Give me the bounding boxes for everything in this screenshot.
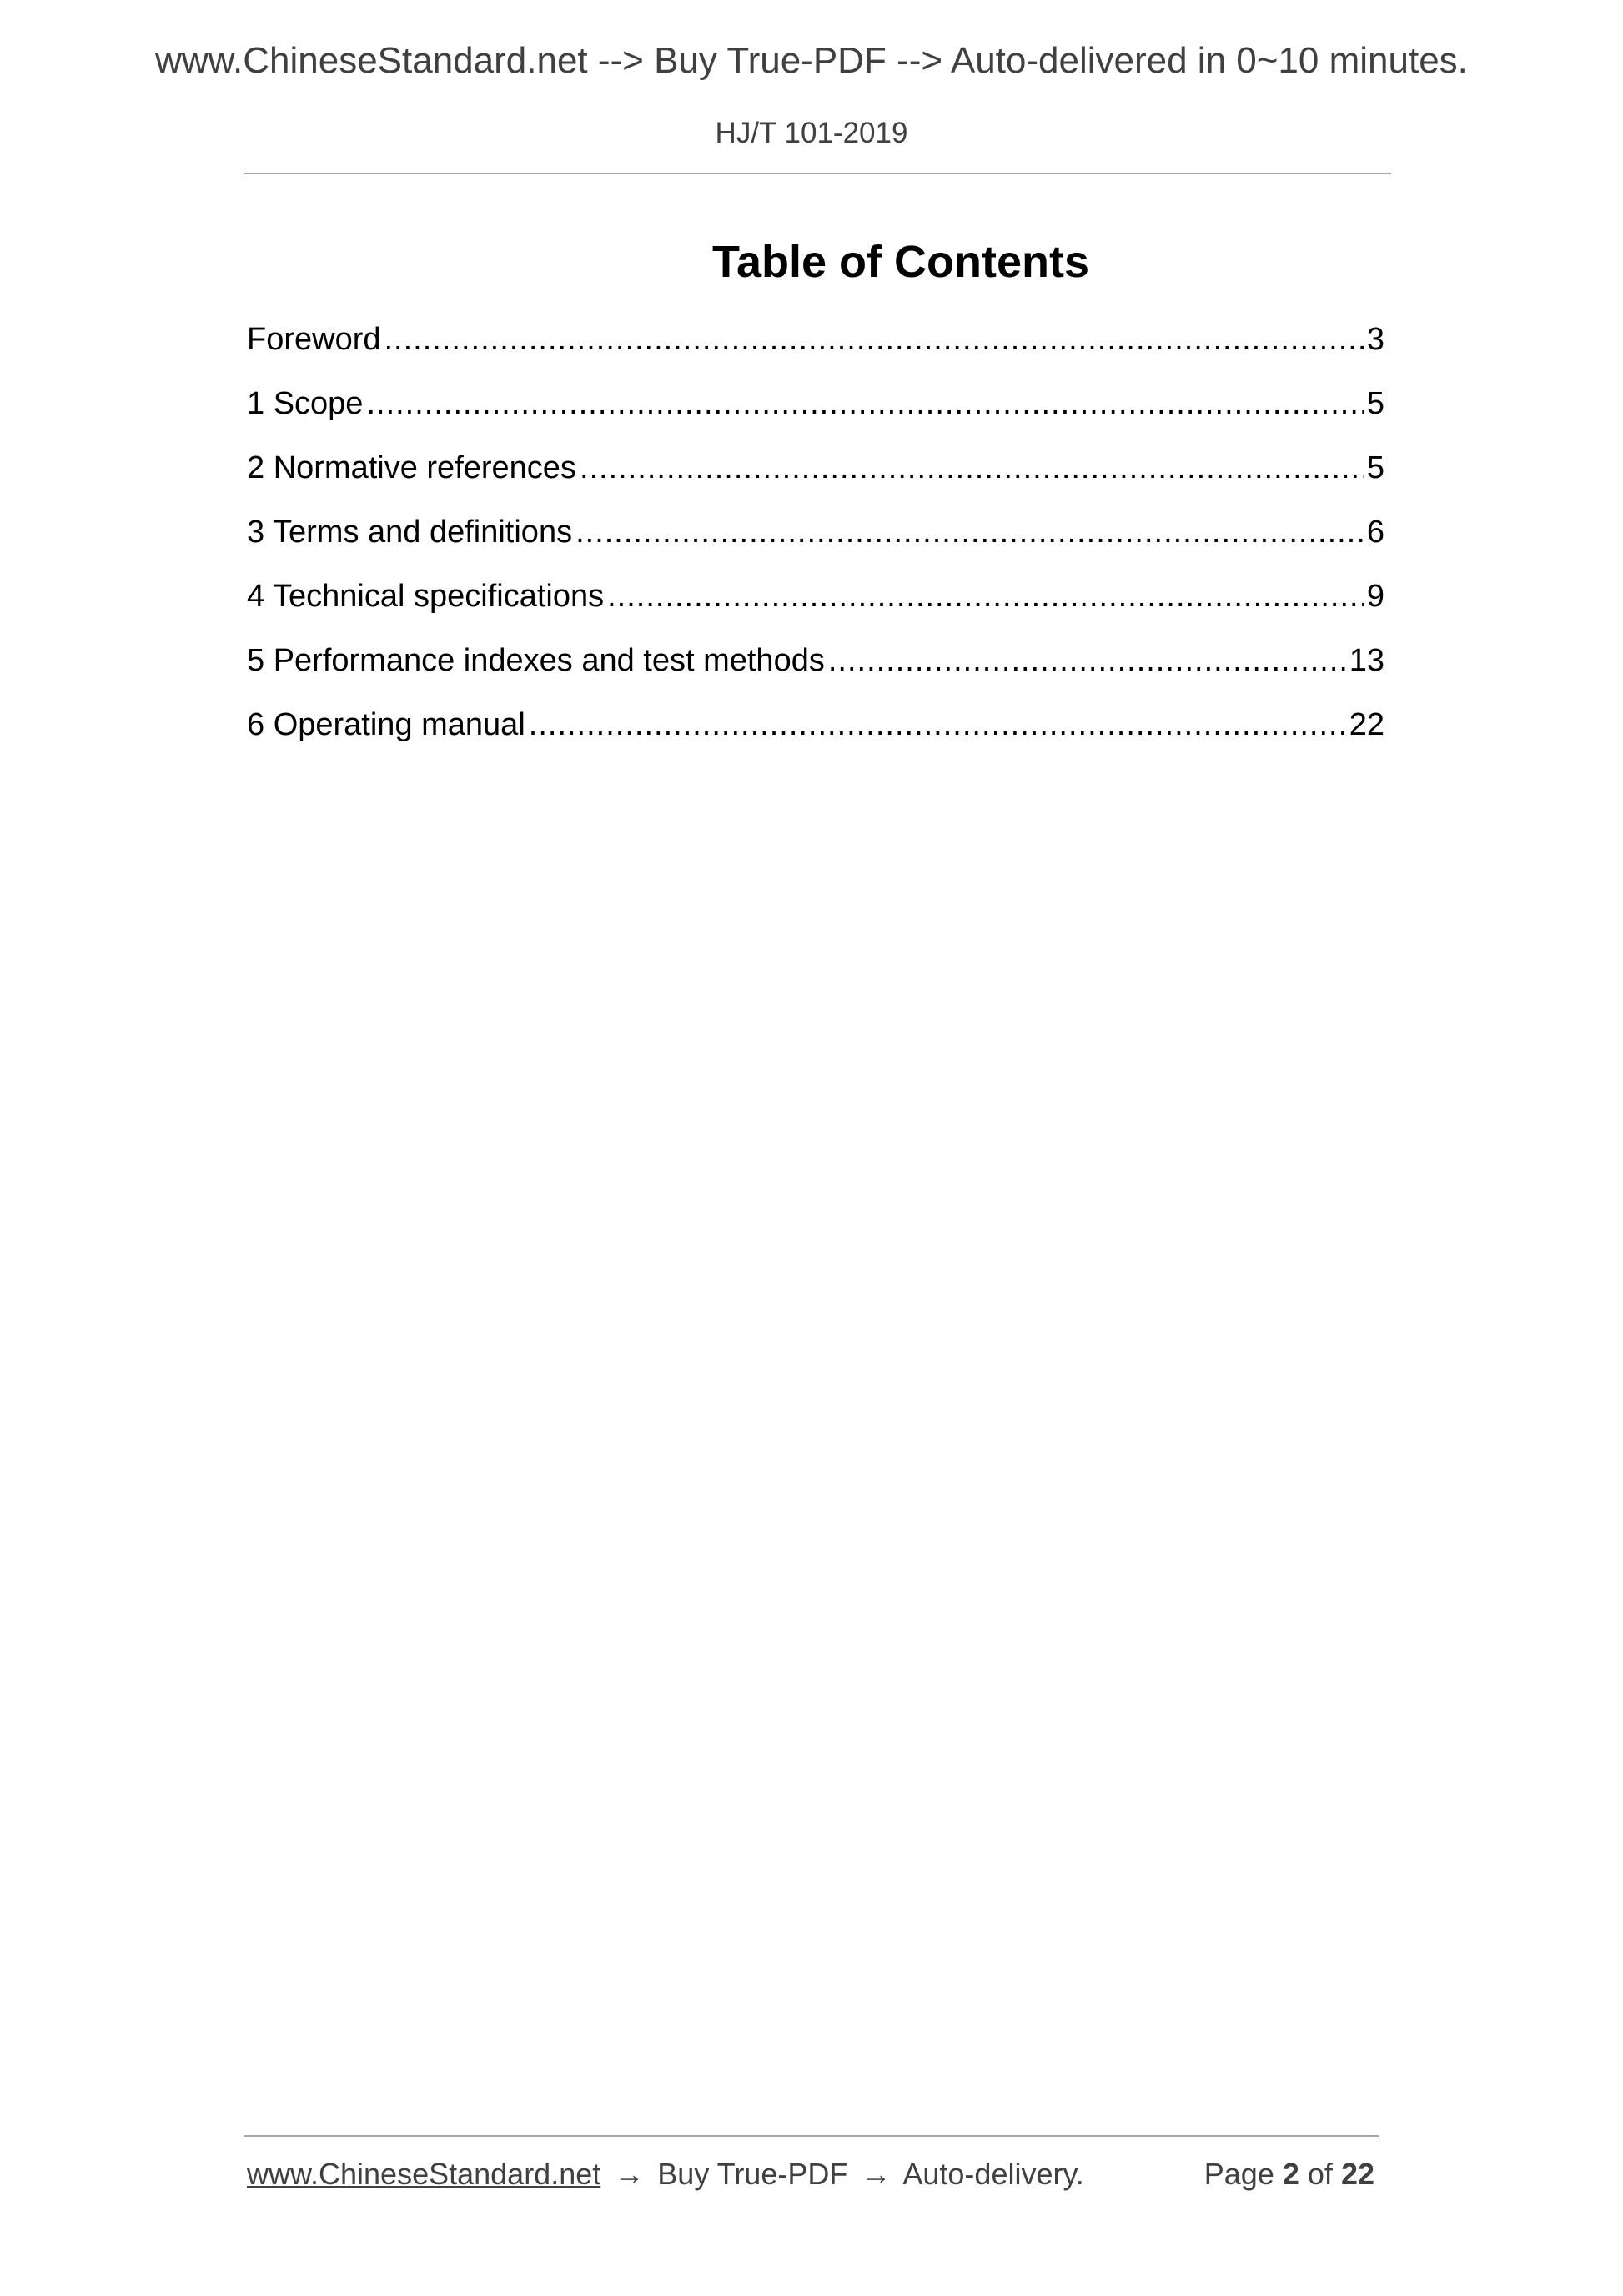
toc-entry-label: Foreword [247,322,381,357]
dot-leader [384,314,1364,364]
dot-leader [828,636,1346,686]
toc-entry-performance-indexes[interactable] [247,636,1384,700]
top-banner: www.ChineseStandard.net --> Buy True-PDF --> Auto-delivered in 0~10 minutes. [155,40,1468,81]
footer-divider [244,2135,1379,2137]
toc-entry-page: 3 [1366,322,1384,357]
toc-title: Table of Contents [712,237,1089,287]
toc-entry-page: 13 [1349,643,1384,678]
toc-entry-technical-specifications[interactable] [247,571,1384,636]
toc-entry-label: 3 Terms and definitions [247,515,573,550]
total-pages: 22 [1340,2157,1374,2191]
toc-entry-page: 6 [1366,515,1384,550]
of-word: of [1307,2157,1333,2191]
toc-entry-label: 4 Technical specifications [247,579,605,614]
dot-leader [366,379,1363,429]
toc-entry-foreword[interactable] [247,314,1384,379]
toc-entry-label: 5 Performance indexes and test methods [247,643,825,678]
buy-true-pdf-text: Buy True-PDF [657,2157,848,2191]
toc-entry-scope[interactable] [247,379,1384,443]
toc-entry-page: 9 [1366,579,1384,614]
toc-entry-label: 1 Scope [247,386,364,421]
arrow-right-icon: → [614,2157,645,2191]
header-divider [244,173,1391,174]
toc-entry-label: 2 Normative references [247,450,576,485]
auto-delivery-text: Auto-delivery. [902,2157,1084,2191]
arrow-right-icon: → [861,2157,892,2191]
toc-entry-page: 22 [1349,707,1384,742]
toc-entry-page: 5 [1366,386,1384,421]
table-of-contents [247,314,1384,764]
dot-leader [580,443,1364,493]
dot-leader [529,700,1346,750]
page-word: Page [1203,2157,1274,2191]
toc-entry-page: 5 [1366,450,1384,485]
dot-leader [607,571,1364,621]
document-code: HJ/T 101-2019 [715,117,908,149]
toc-entry-operating-manual[interactable] [247,700,1384,764]
toc-entry-normative-references[interactable] [247,443,1384,507]
toc-entry-terms-definitions[interactable] [247,507,1384,571]
page-number [1204,2157,1374,2192]
website-link[interactable]: www.ChineseStandard.net [247,2157,601,2191]
dot-leader [575,507,1364,557]
current-page: 2 [1282,2157,1299,2191]
toc-entry-label: 6 Operating manual [247,707,525,742]
footer-promo [247,2157,1084,2192]
